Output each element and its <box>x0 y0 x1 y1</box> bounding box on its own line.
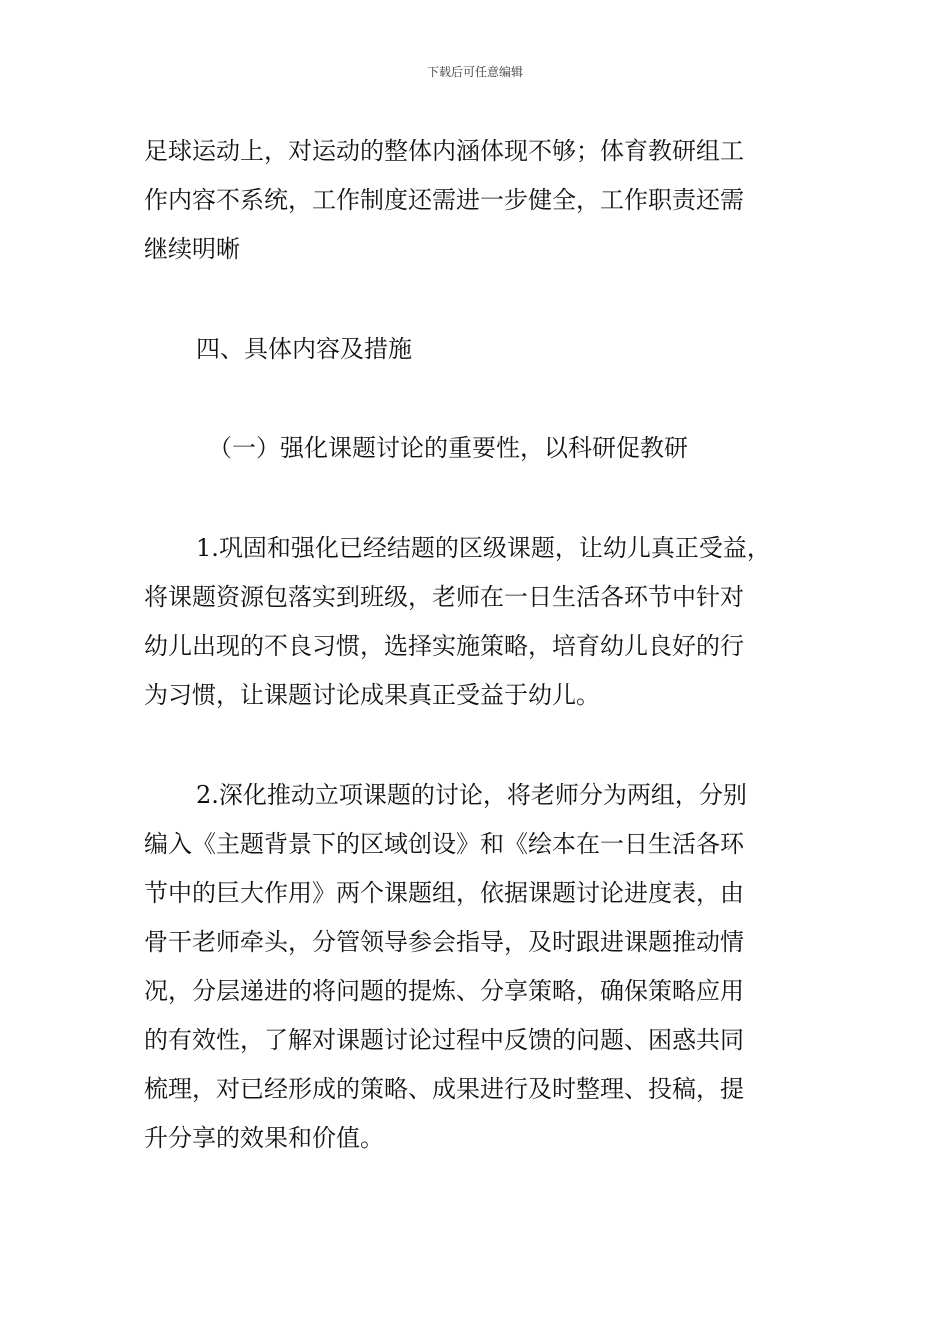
text-line: 梳理，对已经形成的策略、成果进行及时整理、投稿，提 <box>144 1075 744 1103</box>
paragraph-continuation <box>144 127 816 274</box>
text-line: 节中的巨大作用》两个课题组，依据课题讨论进度表，由 <box>144 879 744 907</box>
text-line: 况，分层递进的将问题的提炼、分享策略，确保策略应用 <box>144 977 744 1005</box>
text-line: 升分享的效果和价值。 <box>144 1124 384 1152</box>
subsection-heading-text: （一）强化课题讨论的重要性，以科研促教研 <box>208 434 688 462</box>
header-note: 下载后可任意编辑 <box>426 65 523 79</box>
numbered-item-2 <box>144 771 816 1163</box>
numbered-item-1 <box>144 524 816 720</box>
text-line: 骨干老师牵头，分管领导参会指导，及时跟进课题推动情 <box>144 928 744 956</box>
text-line: 将课题资源包落实到班级，老师在一日生活各环节中针对 <box>144 583 744 611</box>
text-line: 编入《主题背景下的区域创设》和《绘本在一日生活各环 <box>144 830 744 858</box>
subsection-heading <box>144 424 816 473</box>
text-line: 足球运动上，对运动的整体内涵体现不够；体育教研组工 <box>144 137 744 165</box>
text-line: 1.巩固和强化已经结题的区级课题，让幼儿真正受益， <box>196 534 771 562</box>
text-line: 继续明晰 <box>144 235 240 263</box>
text-line: 为习惯，让课题讨论成果真正受益于幼儿。 <box>144 681 600 709</box>
text-line: 的有效性，了解对课题讨论过程中反馈的问题、困惑共同 <box>144 1026 744 1054</box>
text-line: 作内容不系统，工作制度还需进一步健全，工作职责还需 <box>144 186 744 214</box>
text-line: 幼儿出现的不良习惯，选择实施策略，培育幼儿良好的行 <box>144 632 744 660</box>
section-heading-text: 四、具体内容及措施 <box>196 335 412 363</box>
section-heading <box>144 325 816 374</box>
text-line: 2.深化推动立项课题的讨论，将老师分为两组，分别 <box>196 781 747 809</box>
